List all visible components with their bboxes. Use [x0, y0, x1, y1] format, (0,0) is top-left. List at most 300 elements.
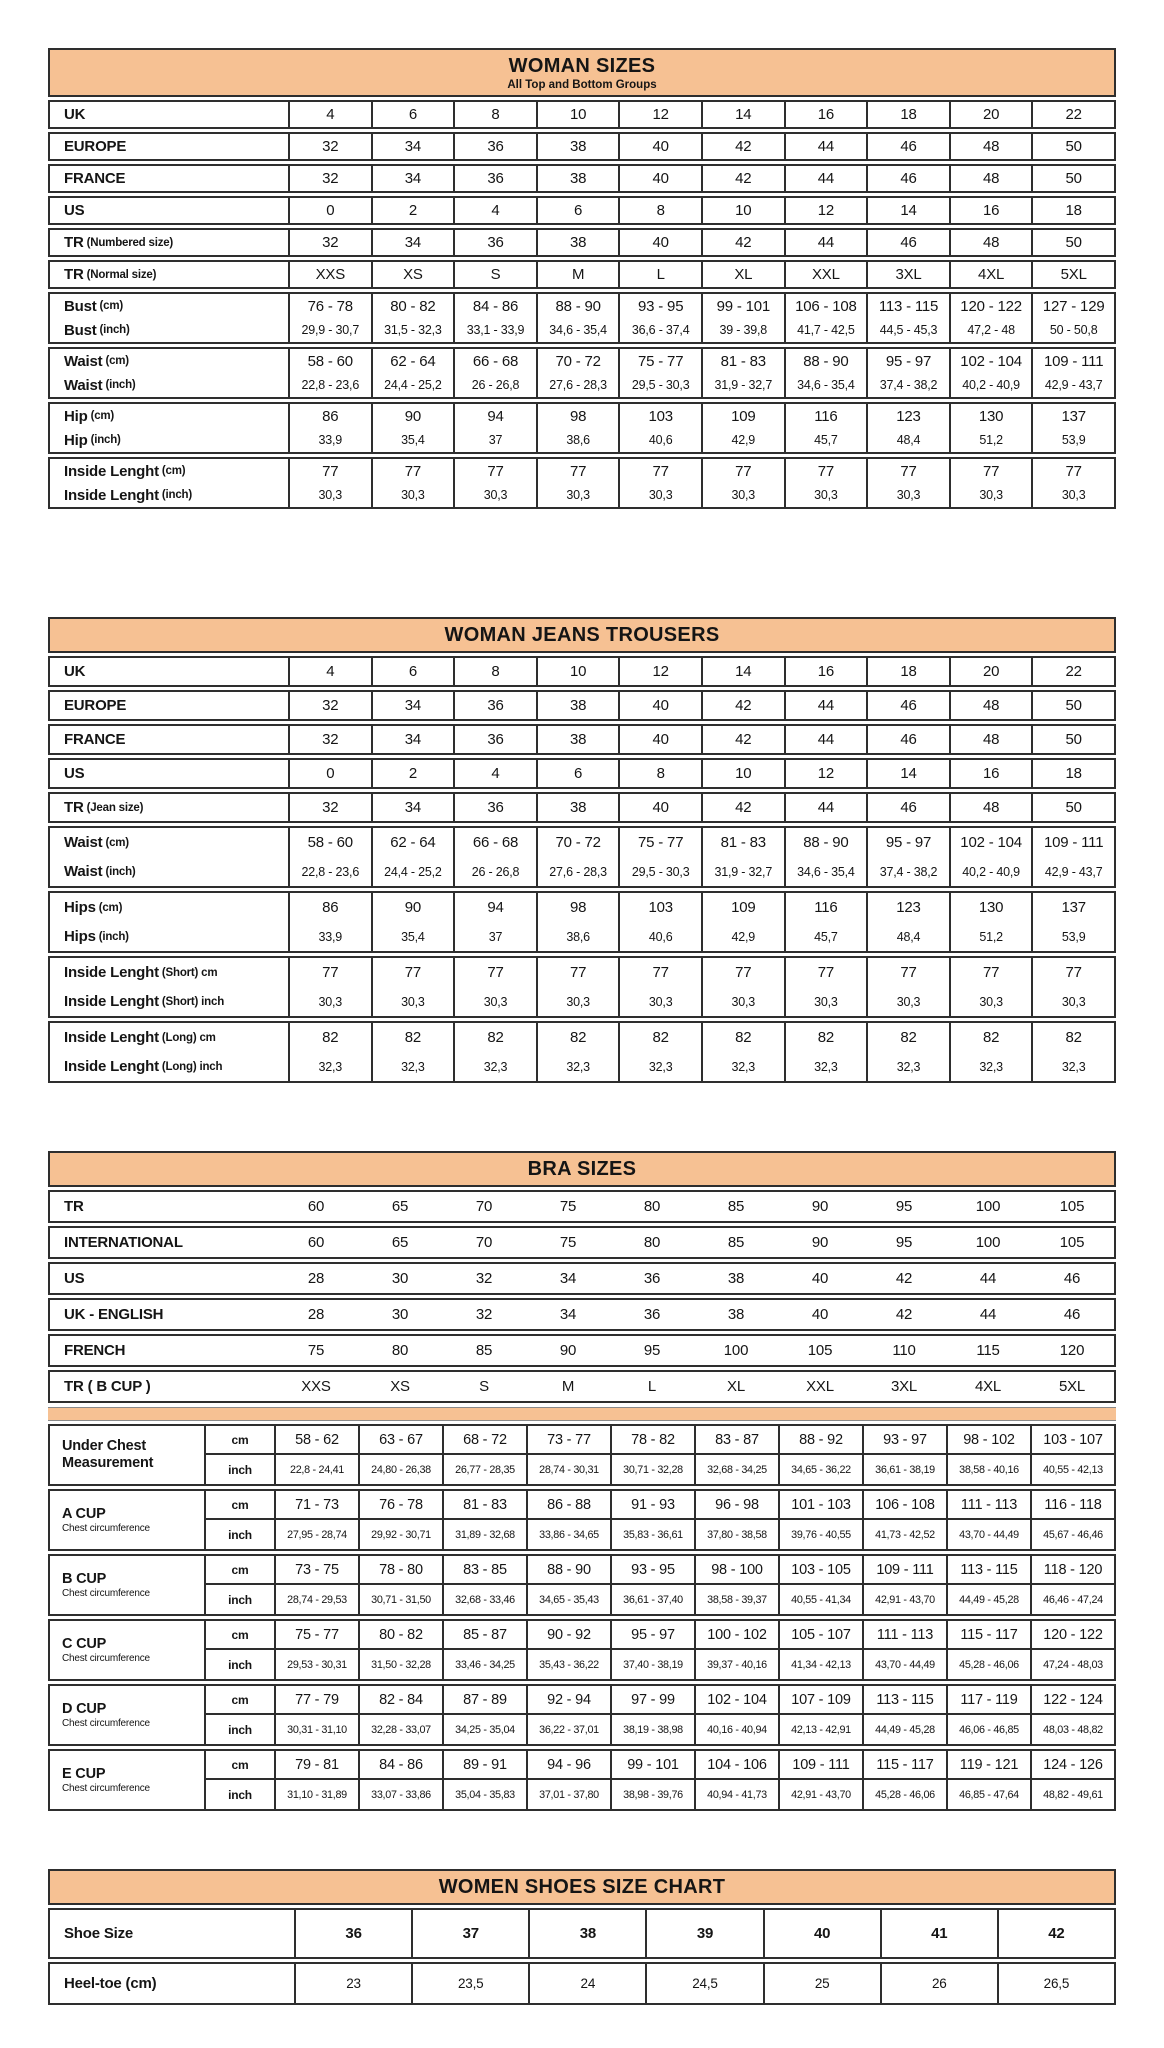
size-value: 30,3 [318, 994, 343, 1009]
size-value: 93 - 97 [862, 1426, 946, 1455]
cup-label: C CUP [62, 1635, 107, 1652]
size-value: 96 - 98 [694, 1491, 778, 1520]
size-value: 38 [536, 230, 619, 255]
size-value: 40 [811, 1270, 829, 1287]
size-value: 42,9 [731, 929, 756, 944]
size-value: 42 [701, 134, 784, 159]
size-value-pair [784, 1023, 867, 1081]
size-value: 77 [735, 964, 752, 981]
size-value: 66 - 68 [472, 834, 519, 851]
size-value: 34 [371, 692, 454, 719]
row-label-cell [50, 828, 288, 886]
size-value-pair [701, 893, 784, 951]
size-value: 20 [949, 658, 1032, 685]
size-value: 113 - 115 [878, 297, 939, 315]
size-value: 88 - 90 [526, 1556, 610, 1585]
size-value: 51,2 [979, 433, 1003, 447]
size-value: 46,06 - 46,85 [946, 1715, 1030, 1744]
size-value: 29,92 - 30,71 [358, 1520, 442, 1549]
size-value: 12 [618, 102, 701, 127]
size-value-pair [288, 349, 371, 397]
woman-sizes-table [48, 48, 1116, 509]
size-value: 109 - 111 [778, 1751, 862, 1780]
row-label-note: (cm) [158, 465, 186, 477]
size-value: 46 [866, 692, 949, 719]
size-value: 103 - 105 [778, 1556, 862, 1585]
size-value-pair [618, 1023, 701, 1081]
size-value: 77 [404, 964, 422, 981]
size-value-pair [618, 958, 701, 1016]
size-value: 77 [404, 462, 422, 480]
size-value-pair [866, 828, 949, 886]
row-label-cell [50, 404, 288, 452]
size-value: 32,3 [648, 1059, 673, 1074]
size-value: 31,5 - 32,3 [384, 323, 442, 337]
size-value: 82 [404, 1029, 422, 1046]
size-value: 44 [784, 794, 867, 821]
size-value-pair [288, 1023, 371, 1081]
size-value: 82 [735, 1029, 752, 1046]
row-label-note: (inch) [102, 379, 136, 391]
size-value: 75 [559, 1198, 577, 1215]
size-value-pair [784, 828, 867, 886]
size-value: 40,6 [648, 929, 673, 944]
row-label-line [64, 483, 288, 507]
size-value-pair [949, 958, 1032, 1016]
unit-label: cm [204, 1621, 274, 1650]
size-value: 58 - 62 [274, 1426, 358, 1455]
size-value: 5XL [1031, 262, 1114, 287]
row-label: Inside Lenght [64, 486, 159, 504]
size-value: 98 [569, 899, 587, 916]
size-value: 27,95 - 28,74 [274, 1520, 358, 1549]
size-value: 18 [1031, 760, 1114, 787]
size-value: 10 [536, 658, 619, 685]
size-value: 58 - 60 [307, 834, 353, 851]
cup-group [48, 1619, 1116, 1681]
row-label-cell [50, 102, 288, 127]
size-value: 73 - 77 [526, 1426, 610, 1455]
cup-group [48, 1424, 1116, 1486]
row-label: Heel-toe (cm) [64, 1975, 157, 1992]
size-value: 103 [648, 407, 673, 425]
size-value: 29,5 - 30,3 [631, 378, 690, 392]
size-value: 42 [701, 230, 784, 255]
size-value: 48 [949, 230, 1032, 255]
size-value: 41,7 - 42,5 [797, 323, 855, 337]
row-label-note: (cm) [102, 836, 129, 849]
unit-label: inch [204, 1585, 274, 1614]
unit-label: cm [204, 1491, 274, 1520]
size-value-pair [536, 404, 619, 452]
size-value: 90 - 92 [526, 1621, 610, 1650]
size-value: 48 [949, 692, 1032, 719]
row-label-note: (inch) [96, 324, 130, 336]
size-value: 91 - 93 [610, 1491, 694, 1520]
size-value: 77 [1065, 462, 1082, 480]
size-value-pair [784, 294, 867, 342]
size-value: 39,76 - 40,55 [778, 1520, 862, 1549]
size-value: 30,3 [1061, 488, 1086, 502]
size-value: 40,55 - 42,13 [1030, 1455, 1114, 1484]
size-value: 41,34 - 42,13 [778, 1650, 862, 1679]
size-value-pair [371, 958, 454, 1016]
size-value: 111 - 113 [946, 1491, 1030, 1520]
size-value-pair [1031, 1023, 1114, 1081]
size-value: 77 [487, 462, 504, 480]
size-value: 27,6 - 28,3 [549, 864, 607, 879]
size-value: 38 [727, 1270, 745, 1287]
size-value-pair [288, 404, 371, 452]
size-value-pair [453, 893, 536, 951]
size-value: 0 [288, 760, 371, 787]
size-value: 44,49 - 45,28 [862, 1715, 946, 1744]
row-label-cell [50, 1023, 288, 1081]
size-value: 44 [784, 726, 867, 753]
size-value: 16 [784, 102, 867, 127]
size-value: 36 [453, 230, 536, 255]
size-value: 90 [811, 1198, 829, 1215]
size-value: 90 [811, 1234, 829, 1251]
size-value-pair [784, 958, 867, 1016]
size-value: 20 [949, 102, 1032, 127]
size-value-pair [618, 349, 701, 397]
size-value: 42 [701, 726, 784, 753]
size-value: 109 [731, 899, 756, 916]
size-value: 32 [288, 726, 371, 753]
size-value: 82 [982, 1029, 1000, 1046]
size-value: 44,49 - 45,28 [946, 1585, 1030, 1614]
row-label: US [64, 202, 85, 219]
size-value: 103 [648, 899, 673, 916]
size-value: 48,82 - 49,61 [1030, 1780, 1114, 1809]
size-value: 82 - 84 [358, 1686, 442, 1715]
size-value: 32,3 [896, 1059, 921, 1074]
size-value: 22,8 - 23,6 [301, 864, 360, 879]
size-value-pair [536, 1023, 619, 1081]
size-value-pair [784, 349, 867, 397]
row-label: Inside Lenght [64, 993, 159, 1010]
size-value: 26 - 26,8 [471, 864, 520, 879]
size-value: 36 [643, 1270, 661, 1287]
row-label-cell [50, 1964, 294, 2003]
size-value: 81 - 83 [720, 352, 766, 370]
size-value: 34,65 - 36,22 [778, 1455, 862, 1484]
size-value: 3XL [890, 1378, 918, 1395]
row-label: TR [64, 234, 84, 251]
size-value: 12 [784, 760, 867, 787]
size-value: 45,67 - 46,46 [1030, 1520, 1114, 1549]
size-value: 77 [569, 964, 587, 981]
size-value: 42,13 - 42,91 [778, 1715, 862, 1744]
size-value: 35,83 - 36,61 [610, 1520, 694, 1549]
size-value-pair [536, 294, 619, 342]
size-value: 28,74 - 30,31 [526, 1455, 610, 1484]
size-value: 32,3 [483, 1059, 508, 1074]
size-value: 77 [569, 462, 587, 480]
size-value: 48 [949, 166, 1032, 191]
size-value: 103 - 107 [1030, 1426, 1114, 1455]
size-value: 30,3 [483, 488, 508, 502]
size-value: 77 [982, 964, 1000, 981]
size-row-pair [48, 1021, 1116, 1083]
size-value: 90 [404, 899, 422, 916]
size-value: 41 [880, 1910, 997, 1957]
size-value: 46 [866, 166, 949, 191]
size-value: 8 [453, 102, 536, 127]
size-value: 84 - 86 [358, 1751, 442, 1780]
size-value: 90 [404, 407, 422, 425]
size-value: 32,3 [814, 1059, 838, 1074]
size-value: 93 - 95 [610, 1556, 694, 1585]
size-value: 85 [727, 1198, 745, 1215]
size-value: 122 - 124 [1030, 1686, 1114, 1715]
size-value: 18 [1031, 198, 1114, 223]
size-value: 85 - 87 [442, 1621, 526, 1650]
row-label-cell [50, 1264, 274, 1293]
size-value-pair [453, 294, 536, 342]
size-value: 47,24 - 48,03 [1030, 1650, 1114, 1679]
size-value: 26 - 26,8 [471, 378, 520, 392]
size-value: 32,3 [566, 1059, 590, 1074]
size-value: 48 [949, 134, 1032, 159]
size-value: 62 - 64 [390, 834, 436, 851]
size-value: 30,3 [648, 488, 673, 502]
size-value: 98 - 100 [694, 1556, 778, 1585]
size-value: 42 [701, 166, 784, 191]
size-row-pair [48, 826, 1116, 888]
size-row [48, 196, 1116, 225]
size-value: 80 - 82 [358, 1621, 442, 1650]
size-value: 99 - 101 [716, 297, 771, 315]
size-value: 80 [391, 1342, 409, 1359]
size-value: 29,53 - 30,31 [274, 1650, 358, 1679]
row-label-note: (inch) [102, 865, 136, 878]
size-value: 40,2 - 40,9 [962, 864, 1020, 879]
size-value: 90 [559, 1342, 577, 1359]
size-value: XS [390, 1378, 410, 1395]
size-value: 100 [723, 1342, 749, 1359]
shoes-table [48, 1869, 1116, 2005]
size-value: 111 - 113 [862, 1621, 946, 1650]
size-value: 12 [784, 198, 867, 223]
size-value: 42,9 [731, 433, 756, 447]
size-row-pair [48, 457, 1116, 509]
size-value-pair [784, 893, 867, 951]
size-row [48, 792, 1116, 823]
size-row-pair [48, 402, 1116, 454]
size-value: 30,31 - 31,10 [274, 1715, 358, 1744]
size-value-pair [701, 294, 784, 342]
size-value: 48,4 [896, 433, 921, 447]
size-value: 42,91 - 43,70 [778, 1780, 862, 1809]
size-value: 82 [322, 1029, 339, 1046]
size-value: 10 [701, 760, 784, 787]
row-label-line [64, 373, 288, 397]
size-value: 44 [784, 692, 867, 719]
size-value: 50 [1031, 134, 1114, 159]
unit-label: cm [204, 1556, 274, 1585]
size-value: 30,3 [483, 994, 508, 1009]
size-value: 115 [976, 1342, 1000, 1359]
size-value: 22 [1031, 658, 1114, 685]
size-value: XXL [806, 1378, 834, 1395]
size-value-pair [866, 1023, 949, 1081]
size-value: 38 [536, 134, 619, 159]
cup-label: E CUP [62, 1765, 106, 1782]
size-value-pair [536, 958, 619, 1016]
row-label: Bust [64, 321, 97, 339]
size-value: 89 - 91 [442, 1751, 526, 1780]
row-label-cell [50, 726, 288, 753]
size-value: 101 - 103 [778, 1491, 862, 1520]
size-value: 46 [866, 726, 949, 753]
size-value-pair [288, 294, 371, 342]
size-value: 6 [371, 102, 454, 127]
size-value: 42 [701, 692, 784, 719]
size-value: 127 - 129 [1042, 297, 1105, 315]
size-value: 38,6 [566, 433, 590, 447]
size-value: S [453, 262, 536, 287]
size-value-pair [618, 828, 701, 886]
cup-label-cell [50, 1686, 204, 1744]
size-value: 86 [322, 407, 339, 425]
size-value: 116 [814, 899, 838, 916]
size-value: 32 [288, 166, 371, 191]
size-value: 36 [453, 134, 536, 159]
row-label: Waist [64, 834, 103, 851]
size-value: 31,9 - 32,7 [714, 864, 773, 879]
size-value: 5XL [1058, 1378, 1086, 1395]
size-value: 32,3 [1061, 1059, 1086, 1074]
size-value: 46 [1063, 1306, 1081, 1323]
size-value: 38,98 - 39,76 [610, 1780, 694, 1809]
size-row [48, 1370, 1116, 1403]
size-value: 53,9 [1061, 929, 1086, 944]
size-value: 98 - 102 [946, 1426, 1030, 1455]
size-value: 50 [1031, 726, 1114, 753]
size-value: 66 - 68 [472, 352, 519, 370]
row-label-cell [50, 230, 288, 255]
size-value: 83 - 87 [694, 1426, 778, 1455]
size-value-pair [1031, 349, 1114, 397]
size-value-pair [453, 404, 536, 452]
row-label-cell [50, 134, 288, 159]
size-value: 82 [817, 1029, 835, 1046]
size-value: 4 [288, 102, 371, 127]
size-value: 44 [784, 134, 867, 159]
size-value: 45,7 [814, 929, 838, 944]
size-value: 6 [536, 760, 619, 787]
row-label-note: (Short) cm [158, 966, 218, 979]
row-label-line [64, 294, 288, 318]
bra-sizes-header [48, 1151, 1116, 1187]
size-value: 77 [652, 462, 669, 480]
size-value-pair [701, 828, 784, 886]
row-label-cell [50, 1372, 274, 1401]
size-value: 65 [391, 1198, 409, 1215]
size-value: 26,5 [997, 1964, 1114, 2003]
size-value: 48,4 [896, 929, 921, 944]
size-value: 75 - 77 [638, 352, 684, 370]
row-label-cell [50, 262, 288, 287]
row-label-note: (inch) [158, 489, 193, 501]
size-value-pair [371, 459, 454, 507]
size-value-pair [1031, 459, 1114, 507]
row-label: Waist [64, 863, 103, 880]
woman-jeans-rows [48, 656, 1116, 1083]
size-value: 36,6 - 37,4 [631, 323, 690, 337]
size-value-pair [371, 828, 454, 886]
size-value: 76 - 78 [307, 297, 353, 315]
size-value: 46,85 - 47,64 [946, 1780, 1030, 1809]
size-value: 33,1 - 33,9 [466, 323, 525, 337]
size-value: 30,71 - 32,28 [610, 1455, 694, 1484]
size-value: 45,28 - 46,06 [946, 1650, 1030, 1679]
size-value-pair [949, 1023, 1032, 1081]
row-label: FRANCE [64, 170, 126, 187]
size-value: 53,9 [1061, 433, 1086, 447]
row-label-cell [50, 893, 288, 951]
size-value: 100 [975, 1198, 1001, 1215]
size-value: 28 [307, 1270, 325, 1287]
size-value: 50 [1031, 230, 1114, 255]
size-value-pair [453, 349, 536, 397]
size-value: 75 [559, 1234, 577, 1251]
size-value: 102 - 104 [694, 1686, 778, 1715]
size-value: 37 [411, 1910, 528, 1957]
size-value: 38,6 [566, 929, 590, 944]
size-value: 76 - 78 [358, 1491, 442, 1520]
size-value: 37,80 - 38,58 [694, 1520, 778, 1549]
size-value: 46 [1063, 1270, 1081, 1287]
size-value: 77 [817, 964, 835, 981]
size-value-pair [866, 349, 949, 397]
size-value: S [479, 1378, 489, 1395]
size-value: 93 - 95 [638, 297, 684, 315]
size-value: 31,89 - 32,68 [442, 1520, 526, 1549]
size-value: M [536, 262, 619, 287]
size-value: 137 [1061, 899, 1086, 916]
size-value: 79 - 81 [274, 1751, 358, 1780]
size-value: 113 - 115 [946, 1556, 1030, 1585]
size-value: 40,2 - 40,9 [962, 378, 1020, 392]
row-label: Waist [64, 376, 103, 394]
size-value: 118 - 120 [1030, 1556, 1114, 1585]
row-label-note: (cm) [95, 901, 123, 914]
size-value: 36,61 - 37,40 [610, 1585, 694, 1614]
woman-jeans-table [48, 617, 1116, 1083]
size-value: 80 [643, 1234, 661, 1251]
size-value: 32,28 - 33,07 [358, 1715, 442, 1744]
cup-group [48, 1554, 1116, 1616]
size-value: 88 - 90 [803, 352, 849, 370]
row-label: TR ( B CUP ) [64, 1378, 151, 1395]
size-value: 39 [645, 1910, 762, 1957]
size-value: 0 [288, 198, 371, 223]
size-value: 33,9 [318, 929, 343, 944]
size-value: 34,65 - 35,43 [526, 1585, 610, 1614]
size-value: 34 [559, 1306, 577, 1323]
size-value: 39,37 - 40,16 [694, 1650, 778, 1679]
row-label: Waist [64, 352, 103, 370]
size-value: 33,9 [318, 433, 343, 447]
size-value: 109 - 111 [1044, 352, 1104, 370]
size-value: 82 [569, 1029, 587, 1046]
size-value: 36,22 - 37,01 [526, 1715, 610, 1744]
size-value: 32,68 - 33,46 [442, 1585, 526, 1614]
size-value-pair [701, 404, 784, 452]
